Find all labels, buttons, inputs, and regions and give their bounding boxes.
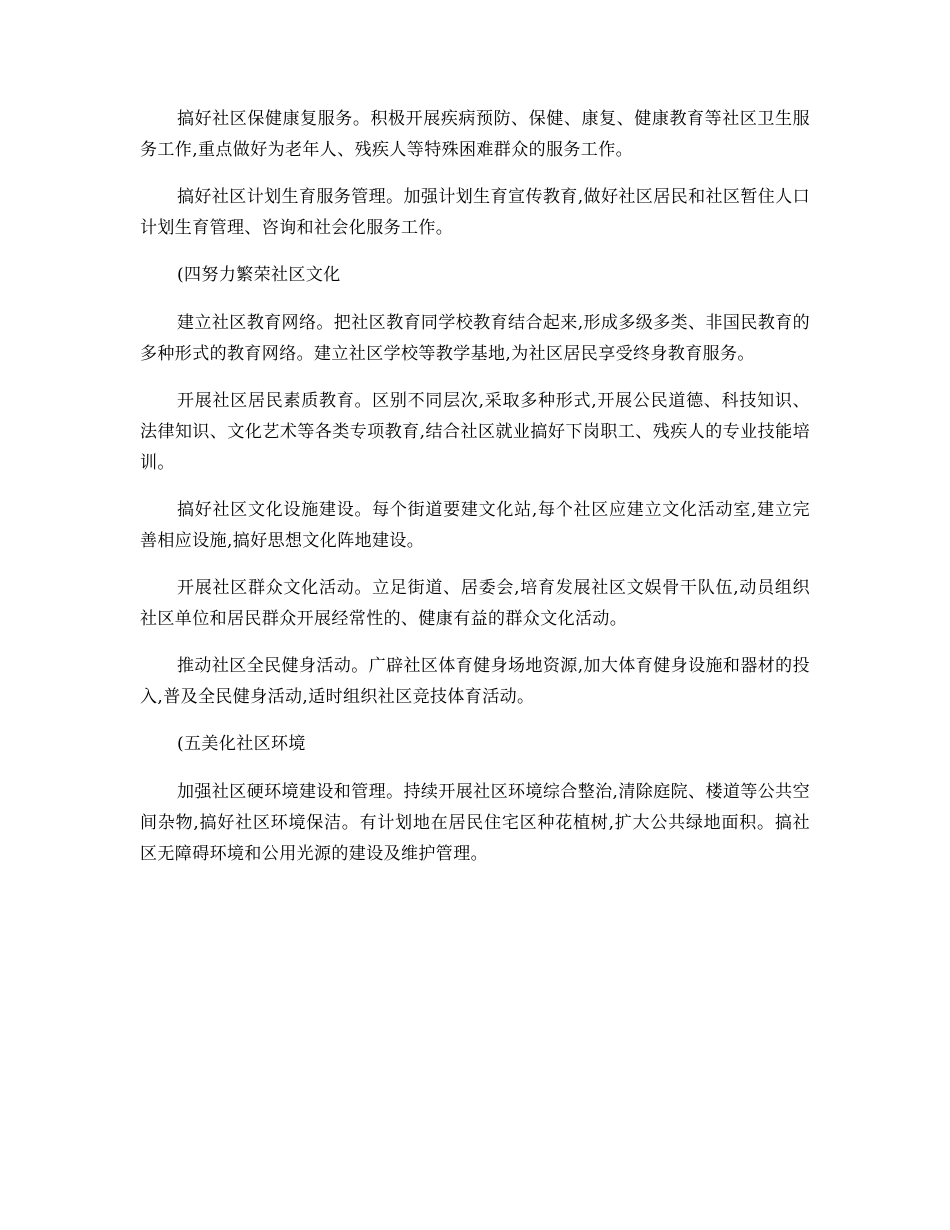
section-heading-culture: (四努力繁荣社区文化 xyxy=(177,265,341,285)
paragraph-environment-management: 加强社区硬环境建设和管理。持续开展社区环境综合整治,清除庭院、楼道等公共空间杂物,搞好社区环境保洁。有计划地在居民住宅区种花植树,扩大公共绿地面积。搞社区无障碍环境和公用光源的建设及维护管理。 xyxy=(140,782,810,864)
section-heading-environment: (五美化社区环境 xyxy=(177,734,306,754)
paragraph-family-planning: 搞好社区计划生育服务管理。加强计划生育宣传教育,做好社区居民和社区暂住人口计划生育管理、咨询和社会化服务工作。 xyxy=(140,187,810,238)
paragraph-quality-education: 开展社区居民素质教育。区别不同层次,采取多种形式,开展公民道德、科技知识、法律知识、文化艺术等各类专项教育,结合社区就业搞好下岗职工、残疾人的专业技能培训。 xyxy=(140,391,810,473)
paragraph-health-rehab: 搞好社区保健康复服务。积极开展疾病预防、保健、康复、健康教育等社区卫生服务工作,重点做好为老年人、残疾人等特殊困难群众的服务工作。 xyxy=(140,109,810,160)
paragraph-education-network: 建立社区教育网络。把社区教育同学校教育结合起来,形成多级多类、非国民教育的多种形式的教育网络。建立社区学校等教学基地,为社区居民享受终身教育服务。 xyxy=(140,313,810,364)
paragraph-mass-culture: 开展社区群众文化活动。立足街道、居委会,培育发展社区文娱骨干队伍,动员组织社区单位和居民群众开展经常性的、健康有益的群众文化活动。 xyxy=(140,578,810,629)
paragraph-fitness: 推动社区全民健身活动。广辟社区体育健身场地资源,加大体育健身设施和器材的投入,普及全民健身活动,适时组织社区竞技体育活动。 xyxy=(140,656,810,707)
document-body xyxy=(140,104,810,886)
paragraph-culture-facilities: 搞好社区文化设施建设。每个街道要建文化站,每个社区应建立文化活动室,建立完善相应设施,搞好思想文化阵地建设。 xyxy=(140,500,810,551)
